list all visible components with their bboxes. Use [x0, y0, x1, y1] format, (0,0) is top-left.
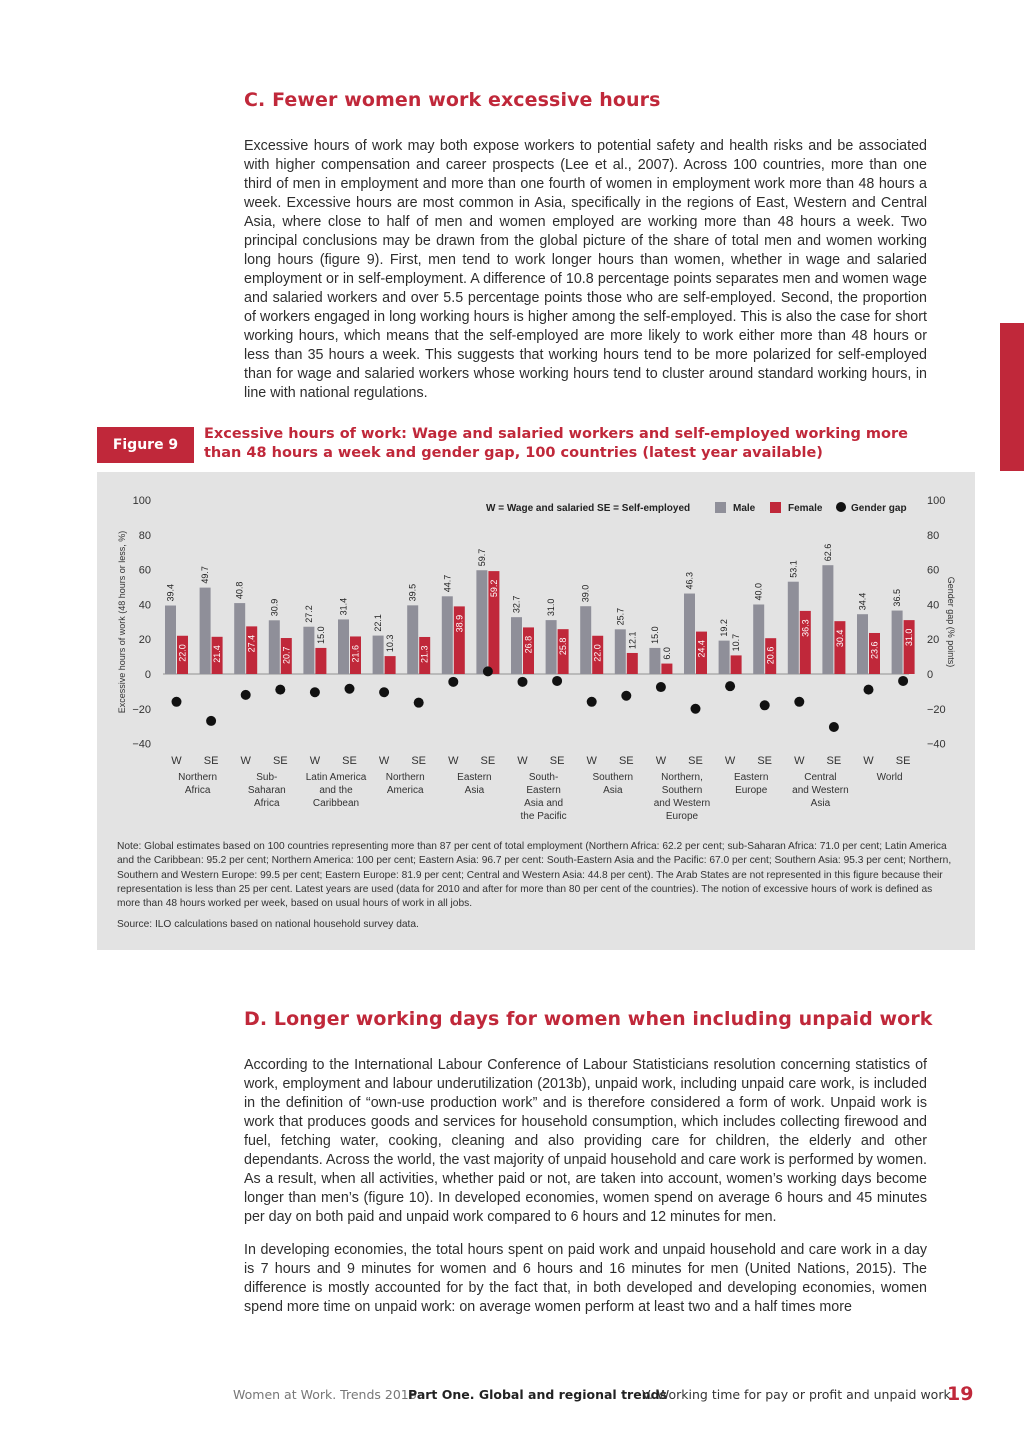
group-type-label: W	[724, 755, 736, 767]
bar-male-value: 44.7	[442, 574, 453, 593]
bar-female-value: 36.3	[800, 619, 811, 637]
y-tick-label: −20	[132, 703, 151, 716]
bar-male	[753, 604, 764, 674]
region-label: Central	[804, 772, 837, 783]
y2-tick-label: 80	[927, 529, 940, 542]
group-type-label: SE	[342, 755, 357, 767]
bar-female-value: 59.2	[488, 579, 499, 598]
region-label: Asia	[603, 785, 623, 796]
bar-male-value: 40.0	[753, 582, 764, 601]
bar-male-value: 46.3	[684, 571, 695, 590]
y2-tick-label: 40	[927, 599, 940, 612]
bar-male-value: 40.8	[234, 581, 245, 600]
bar-male-value: 30.9	[269, 598, 280, 617]
y-tick-label: −40	[132, 738, 151, 751]
y-tick-label: 0	[144, 669, 151, 681]
section-d-body-2: In developing economies, the total hours spent on paid work and unpaid household and care work in a day is 7 hours and 9 minutes for women and 6 hours and 16 minutes for men (United Nations, 2015). The difference is mostly accounted for by the fact that, in both developed and developing economies, women spend more time on unpaid work: on average women perform at least two and a half times more	[244, 1242, 927, 1315]
group-type-label: SE	[688, 755, 703, 767]
bar-male-value: 27.2	[303, 605, 314, 623]
bar-female	[315, 648, 326, 674]
gap-marker	[241, 690, 251, 700]
gap-marker	[483, 666, 493, 676]
group-type-label: W	[448, 755, 459, 767]
bar-female-value: 25.8	[558, 637, 569, 656]
region-label: and Western	[792, 785, 849, 796]
group-type-label: SE	[272, 755, 288, 767]
bar-male	[546, 620, 557, 674]
region-label: Southern	[592, 772, 634, 783]
region-label: Asia	[464, 785, 485, 796]
group-type-label: W	[586, 755, 597, 767]
bar-female	[627, 653, 638, 674]
region-label: Northern	[178, 772, 218, 783]
gap-marker	[760, 700, 770, 710]
chapter-tab-marker	[1000, 323, 1024, 471]
bar-male-value: 31.4	[338, 597, 349, 616]
bar-male-value: 59.7	[476, 548, 487, 567]
bar-female-value: 12.1	[627, 631, 638, 649]
region-label: Africa	[184, 785, 211, 796]
region-label: Africa	[254, 798, 280, 809]
bar-male-value: 53.1	[788, 560, 799, 578]
group-type-label: W	[171, 755, 182, 767]
region-label: Europe	[735, 785, 768, 796]
region-label: Asia and	[524, 798, 564, 809]
bar-female-value: 21.3	[419, 645, 430, 663]
page-footer	[0, 1385, 1024, 1405]
legend-female-swatch	[770, 502, 781, 513]
section-d-body-1: According to the International Labour Conference of Labour Statisticians resolution concerning statistics of work, employment and labour underutilization (2013b), unpaid work, including unpaid care work, is included in the definition of “own-use production work” and is therefore considered a form of work. Unpaid work is work that produces goods and services for household consumption, which includes collecting firewood and fuel, fetching water, cooking, cleaning and also providing care for children, the elderly and other dependants. Across the world, the vast majority of unpaid household and care work is performed by women. As a result, when all activities, whether paid or not, are taken into account, women’s working days become longer than men’s (figure 10). In developed economies, women spend on average 6 hours and 45 minutes per day on both paid and unpaid work compared to 6 hours and 12 minutes for men.	[244, 1057, 927, 1225]
figure-note: Note: Global estimates based on 100 countries representing more than 87 per cent of total employment (Northern Africa: 62.2 per cent; sub-Saharan Africa: 71.0 per cent; Latin America and the Caribbean: 95.2 per cent; Northern America: 100 per cent; Eastern Asia: 96.7 per cent: South-Eastern Asia and the Pacific: 67.0 per cent; Southern Asia: 95.3 per cent; Northern, Southern and Western Europe: 99.5 per cent; Eastern Europe: 81.9 per cent; Central and Western Asia: 44.8 per cent). The Arab States are not represented in this figure because their representation is less than 25 per cent. Latest years are used (data for 2010 and after for more than 80 per cent of the countries). The notion of excessive hours of work is defined as more than 48 hours worked per week, based on usual hours of work in all jobs.	[117, 841, 952, 910]
bar-male	[615, 629, 626, 674]
bar-female	[385, 656, 396, 674]
region-label: Northern,	[661, 772, 703, 783]
bar-female-value: 26.8	[523, 635, 534, 654]
bar-male-value: 22.1	[373, 614, 384, 632]
gap-marker	[864, 685, 874, 695]
bar-female-value: 22.0	[592, 644, 603, 662]
group-type-label: SE	[480, 755, 496, 767]
region-label: America	[386, 785, 424, 796]
legend-gap-label: Gender gap	[851, 503, 907, 514]
section-c-body: Excessive hours of work may both expose workers to potential safety and health risks and be associated with higher compensation and career prospects (Lee et al., 2007). Across 100 countries, more than one third of men in employment and more than one fourth of women in employment work more than 48 hours a week. Excessive hours are most common in Asia, specifically in the regions of East, Western and Central Asia, where close to half of men and women employed are working more than 48 hours a week. Two principal conclusions may be drawn from the global picture of the share of total men and women working long hours (figure 9). First, men tend to work longer hours than women, whether in wage and salaried employment or in self-employment. A difference of 10.8 percentage points separates men and women wage and salaried workers and over 5.5 percentage points those who are self-employed. Second, the proportion of workers engaged in long working hours is higher among the self-employed. This is also the case for short working hours, which means that the self-employed are more likely to work either more than 48 hours or less than 35 hours a week. This suggests that working hours tend to be more polarized for self-employed than for wage and salaried workers whose working hours tend to cluster around standard working hours, in line with national regulations.	[244, 138, 927, 401]
bar-male-value: 49.7	[200, 566, 211, 584]
y-tick-label: 100	[132, 495, 151, 508]
legend-abbreviations: W = Wage and salaried SE = Self-employed	[486, 503, 691, 514]
group-type-label: W	[863, 755, 874, 767]
region-label: Latin America	[305, 772, 367, 783]
bar-male	[580, 606, 591, 674]
figure-badge: Figure 9	[97, 427, 194, 463]
region-label: Caribbean	[312, 798, 360, 809]
y2-tick-label: −40	[927, 738, 946, 751]
region-label: Northern	[385, 772, 425, 783]
gap-marker	[621, 691, 631, 701]
bar-female-value: 6.0	[661, 647, 672, 660]
group-type-label: SE	[203, 755, 219, 767]
bar-female-value: 23.6	[869, 641, 880, 659]
bar-female-value: 24.4	[696, 640, 707, 658]
y2-tick-label: 20	[927, 634, 940, 647]
footer-chapter: V. Working time for pay or profit and unpaid work	[642, 1387, 951, 1402]
gap-marker	[275, 685, 285, 695]
region-label: Asia	[810, 798, 831, 809]
y2-tick-label: 60	[927, 564, 940, 577]
group-type-label: W	[378, 755, 390, 767]
bar-male	[788, 582, 799, 674]
figure-panel	[97, 472, 975, 950]
bar-male	[892, 611, 903, 674]
group-type-label: W	[655, 755, 667, 767]
bar-female-value: 31.0	[904, 628, 915, 647]
bar-female-value: 21.4	[212, 645, 223, 663]
bar-male-value: 31.0	[546, 598, 557, 617]
gap-marker	[172, 697, 182, 707]
group-type-label: W	[517, 755, 528, 767]
figure-title: Excessive hours of work: Wage and salaried workers and self-employed working more than 48 hours a week and gender gap, 100 countries (latest year available)	[204, 426, 908, 461]
group-type-label: W	[794, 755, 805, 767]
gap-marker	[379, 687, 389, 697]
y2-tick-label: 0	[927, 669, 934, 681]
group-type-label: SE	[618, 755, 634, 767]
bar-female-value: 10.3	[385, 634, 396, 653]
bar-male	[719, 641, 730, 674]
gap-marker	[552, 676, 562, 686]
bar-male-value: 36.5	[892, 589, 903, 607]
bar-male-value: 39.4	[165, 583, 176, 602]
group-type-label: SE	[826, 755, 842, 767]
gap-marker	[448, 677, 458, 687]
gap-marker	[725, 681, 735, 691]
bar-male-value: 34.4	[857, 592, 868, 611]
bar-female-value: 21.6	[350, 644, 361, 663]
group-type-label: W	[309, 755, 321, 767]
group-type-label: SE	[895, 755, 911, 767]
y-tick-label: 60	[138, 564, 151, 577]
footer-publication: Women at Work. Trends 2016	[233, 1387, 417, 1402]
bar-female-value: 20.6	[765, 646, 776, 665]
y2-tick-label: −20	[927, 703, 946, 716]
bar-male	[684, 594, 695, 674]
section-c-title: C. Fewer women work excessive hours	[244, 89, 661, 111]
gap-marker	[829, 722, 839, 732]
legend-male-label: Male	[733, 503, 756, 514]
bar-female-value: 22.0	[177, 644, 188, 662]
bar-female-value: 38.9	[454, 614, 465, 633]
bar-male	[373, 636, 384, 674]
y-tick-label: 80	[138, 529, 151, 542]
bar-male-value: 25.7	[615, 607, 626, 626]
gap-marker	[794, 697, 804, 707]
bar-male	[511, 617, 522, 674]
region-label: and the	[319, 785, 353, 796]
bar-male-value: 19.2	[719, 619, 730, 637]
region-label: South-	[528, 772, 559, 783]
group-type-label: SE	[549, 755, 565, 767]
region-label: Eastern	[457, 772, 492, 783]
y2-axis-title: Gender gap (% points)	[946, 576, 956, 668]
page-number: 19	[947, 1383, 974, 1405]
region-label: Eastern	[526, 785, 561, 796]
group-type-label: W	[240, 755, 251, 767]
y-tick-label: 40	[138, 599, 151, 612]
bar-male	[338, 619, 349, 674]
bar-male	[822, 565, 833, 674]
gap-marker	[587, 697, 597, 707]
y2-tick-label: 100	[927, 495, 946, 508]
region-label: Saharan	[247, 785, 286, 796]
bar-male	[165, 606, 176, 674]
gap-marker	[898, 676, 908, 686]
bar-female	[731, 655, 742, 674]
bar-male-value: 15.0	[649, 626, 660, 644]
bar-male-value: 39.5	[407, 583, 418, 602]
gap-marker	[414, 698, 424, 708]
region-label: Eastern	[733, 772, 769, 783]
gap-marker	[656, 682, 666, 692]
region-label: Southern	[661, 785, 703, 796]
region-label: World	[876, 772, 903, 783]
bar-male-value: 62.6	[822, 543, 833, 562]
bar-female-value: 27.4	[246, 634, 257, 653]
legend-gap-marker	[836, 502, 846, 512]
bar-male	[857, 614, 868, 674]
bar-female-value: 30.4	[834, 629, 845, 648]
bar-female	[661, 664, 672, 674]
footer-part: Part One. Global and regional trends	[408, 1387, 667, 1402]
bar-male	[476, 570, 487, 674]
bar-male	[407, 605, 418, 674]
bar-male	[234, 603, 245, 674]
region-label: Sub-	[256, 772, 278, 783]
figure-source: Source: ILO calculations based on national household survey data.	[117, 919, 419, 930]
region-label: Europe	[665, 811, 699, 822]
y-tick-label: 20	[138, 634, 151, 647]
gap-marker	[518, 677, 528, 687]
section-d-title: D. Longer working days for women when including unpaid work	[244, 1008, 933, 1030]
group-type-label: SE	[757, 755, 773, 767]
bar-male	[649, 648, 660, 674]
bar-male-value: 32.7	[511, 595, 522, 614]
region-label: and Western	[653, 798, 711, 809]
region-label: the Pacific	[520, 811, 567, 822]
bar-female-value: 20.7	[281, 646, 292, 665]
gap-marker	[206, 716, 216, 726]
bar-male	[442, 596, 453, 674]
bar-male	[200, 588, 211, 674]
bar-female-value: 10.7	[731, 633, 742, 652]
y-axis-title: Excessive hours of work (48 hours or less, %)	[117, 530, 127, 714]
legend-female-label: Female	[788, 503, 823, 514]
bar-male-value: 39.0	[580, 584, 591, 603]
gap-marker	[310, 687, 320, 697]
legend-male-swatch	[715, 502, 726, 513]
bar-female-value: 15.0	[315, 626, 326, 644]
gap-marker	[691, 704, 701, 714]
bar-male	[269, 620, 280, 674]
bar-chart	[97, 472, 975, 832]
gap-marker	[345, 684, 355, 694]
bar-male	[303, 627, 314, 674]
group-type-label: SE	[411, 755, 427, 767]
